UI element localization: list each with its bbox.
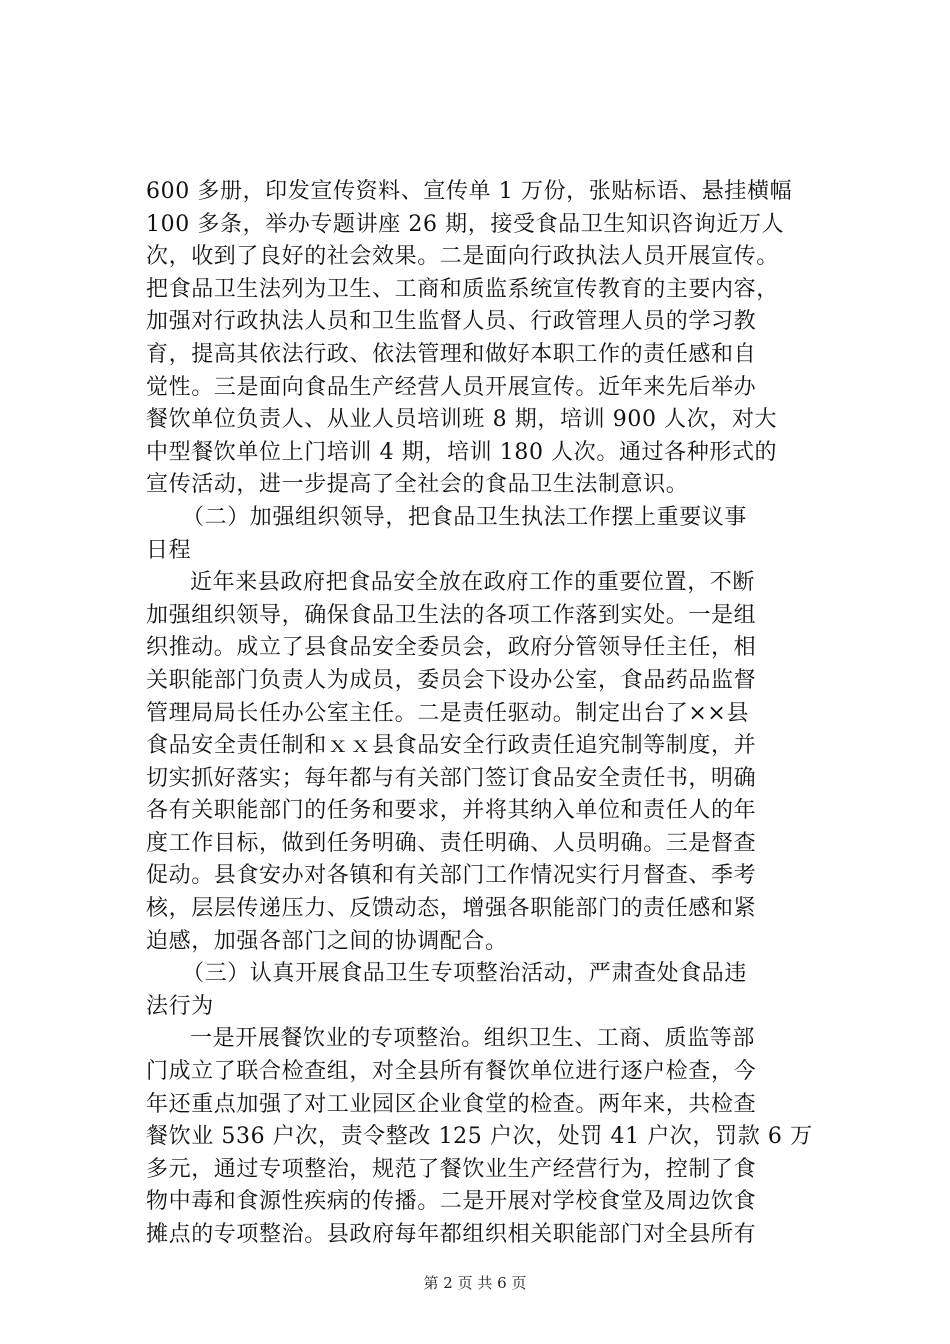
text-line: 切实抓好落实；每年都与有关部门签订食品安全责任书，明确 — [146, 765, 757, 791]
text-line: 宣传活动，进一步提高了全社会的食品卫生法制意识。 — [146, 472, 689, 498]
text-line: 管理局局长任办公室主任。二是责任驱动。制定出台了××县 — [146, 700, 750, 726]
text-line: 把食品卫生法列为卫生、工商和质监系统宣传教育的主要内容， — [146, 276, 779, 302]
text-line: 摊点的专项整治。县政府每年都组织相关职能部门对全县所有 — [146, 1222, 757, 1247]
text-line: 一是开展餐饮业的专项整治。组织卫生、工商、质监等部 — [190, 1026, 756, 1052]
section-heading-3: （三）认真开展食品卫生专项整治活动，严肃查处食品违 — [182, 961, 748, 987]
text-line: 餐饮单位负责人、从业人员培训班 8 期，培训 900 人次，对大 — [146, 407, 778, 433]
text-line: 中型餐饮单位上门培训 4 期，培训 180 人次。通过各种形式的 — [146, 439, 778, 465]
text-line: 加强对行政执法人员和卫生监督人员、行政管理人员的学习教 — [146, 309, 757, 335]
text-line: 食品安全责任制和ｘｘ县食品安全行政责任追究制等制度，并 — [146, 733, 757, 759]
text-line: 核，层层传递压力、反馈动态，增强各职能部门的责任感和紧 — [146, 896, 757, 922]
text-line: 迫感，加强各部门之间的协调配合。 — [146, 928, 508, 954]
text-line: 育，提高其依法行政、依法管理和做好本职工作的责任感和自 — [146, 341, 757, 367]
text-line: 物中毒和食源性疾病的传播。二是开展对学校食堂及周边饮食 — [146, 1189, 757, 1215]
section-heading-3-cont: 法行为 — [146, 993, 214, 1019]
text-line: 年还重点加强了对工业园区企业食堂的检查。两年来，共检查 — [146, 1091, 757, 1117]
text-line: 织推动。成立了县食品安全委员会，政府分管领导任主任，相 — [146, 635, 757, 661]
text-line: 100 多条，举办专题讲座 26 期，接受食品卫生知识咨询近万人 — [146, 211, 785, 237]
section-heading-2: （二）加强组织领导，把食品卫生执法工作摆上重要议事 — [182, 504, 748, 530]
text-line: 多元，通过专项整治，规范了餐饮业生产经营行为，控制了食 — [146, 1156, 757, 1182]
document-body — [146, 176, 836, 1252]
text-line: 餐饮业 536 户次，责令整改 125 户次，处罚 41 户次，罚款 6 万 — [146, 1124, 813, 1150]
text-line: 觉性。三是面向食品生产经营人员开展宣传。近年来先后举办 — [146, 374, 757, 400]
text-line: 加强组织领导，确保食品卫生法的各项工作落到实处。一是组 — [146, 602, 757, 628]
text-line: 600 多册，印发宣传资料、宣传单 1 万份，张贴标语、悬挂横幅 — [146, 179, 793, 204]
text-line: 促动。县食安办对各镇和有关部门工作情况实行月督查、季考 — [146, 863, 757, 889]
section-heading-2-cont: 日程 — [146, 537, 192, 563]
page-number: 第 2 页 共 6 页 — [423, 1274, 527, 1292]
text-line: 度工作目标，做到任务明确、责任明确、人员明确。三是督查 — [146, 830, 757, 856]
text-line: 次，收到了良好的社会效果。二是面向行政执法人员开展宣传。 — [146, 244, 779, 270]
text-line: 近年来县政府把食品安全放在政府工作的重要位置，不断 — [190, 570, 756, 596]
text-line: 门成立了联合检查组，对全县所有餐饮单位进行逐户检查，今 — [146, 1059, 757, 1085]
text-line: 各有关职能部门的任务和要求，并将其纳入单位和责任人的年 — [146, 798, 757, 824]
text-line: 关职能部门负责人为成员，委员会下设办公室，食品药品监督 — [146, 667, 757, 693]
